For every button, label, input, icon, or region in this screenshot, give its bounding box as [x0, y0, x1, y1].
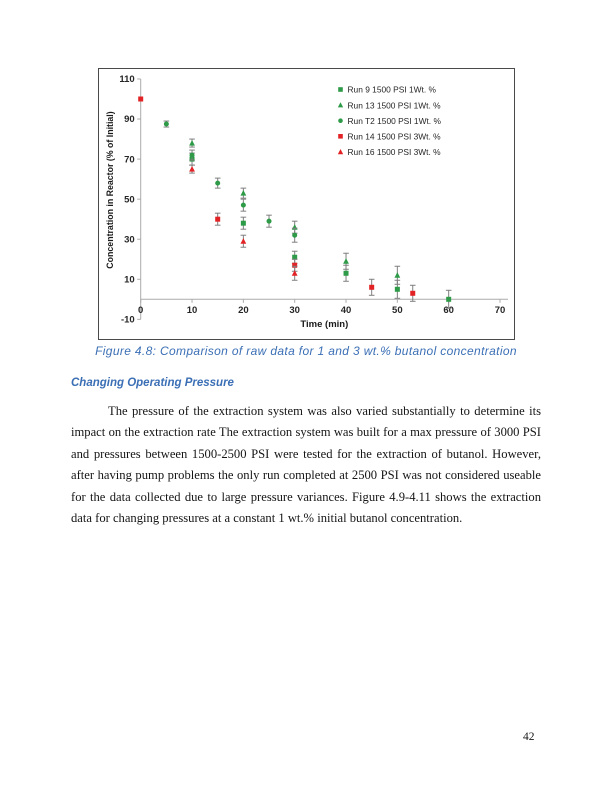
- legend-label: Run 16 1500 PSI 3Wt. %: [347, 147, 441, 158]
- x-tick-label: 0: [138, 304, 144, 316]
- y-axis: [119, 74, 140, 325]
- y-tick-label: -10: [120, 314, 135, 326]
- y-tick-label: 10: [124, 274, 135, 286]
- legend-label: Run 9 1500 PSI 1Wt. %: [347, 84, 436, 95]
- concentration-vs-time-scatter-chart: [99, 69, 514, 339]
- chart-legend: [338, 85, 442, 157]
- x-tick-label: 10: [186, 304, 198, 316]
- figure-4-8-chart-frame: [98, 68, 515, 340]
- section-heading: Changing Operating Pressure: [71, 377, 234, 389]
- x-tick-label: 60: [443, 304, 454, 316]
- x-tick-label: 50: [392, 304, 403, 316]
- series-run-t2-1500-psi-1wt-: [164, 121, 298, 242]
- y-tick-label: 90: [124, 114, 135, 126]
- x-axis-title: Time (min): [300, 319, 349, 330]
- x-tick-label: 40: [340, 304, 352, 316]
- series-run-14-1500-psi-3wt-: [138, 97, 415, 302]
- legend-label: Run 14 1500 PSI 3Wt. %: [347, 131, 441, 142]
- legend-label: Run 13 1500 PSI 1Wt. %: [347, 100, 441, 111]
- body-paragraph: The pressure of the extraction system was also varied substantially to determine its impact on the extraction rate The extraction system was built for a max pressure of 3000 PSI and pressures between 1500-2500 PSI were tested for the extraction of butanol. However, after having pump problems the only run completed at 2500 PSI was not considered useable for the data collected due to large pressure variances. Figure 4.9-4.11 shows the extraction data for changing pressures at a constant 1 wt.% initial butanol concentration.: [71, 404, 541, 526]
- legend-label: Run T2 1500 PSI 1Wt. %: [347, 115, 441, 126]
- y-tick-label: 70: [124, 154, 135, 166]
- x-axis: [138, 299, 508, 316]
- y-tick-label: 110: [119, 74, 135, 86]
- y-tick-label: 50: [124, 194, 135, 206]
- y-axis-title: Concentration in Reactor (% of Initial): [105, 111, 115, 269]
- x-tick-label: 30: [289, 304, 300, 316]
- figure-caption: Figure 4.8: Comparison of raw data for 1 and 3 wt.% butanol concentration: [95, 344, 517, 358]
- x-tick-label: 20: [238, 304, 249, 316]
- y-tick-label: 30: [124, 234, 135, 246]
- x-tick-label: 70: [494, 304, 506, 316]
- page-number: 42: [523, 731, 535, 743]
